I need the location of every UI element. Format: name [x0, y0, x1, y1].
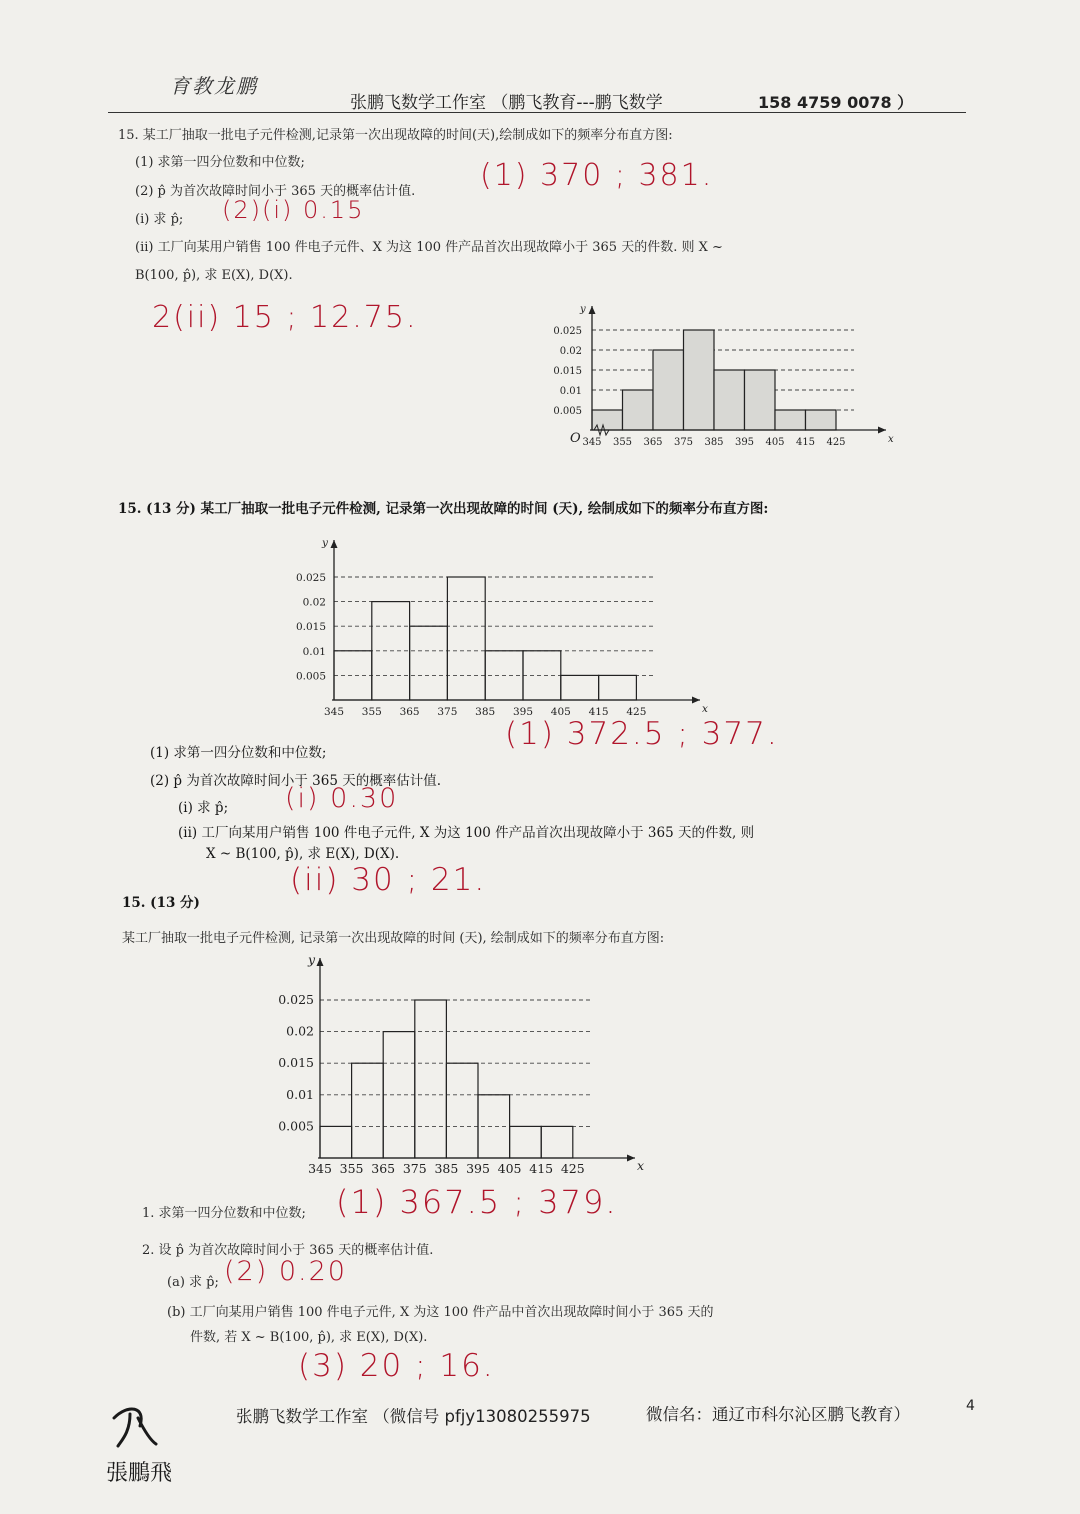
x-tick-label: 375	[673, 437, 694, 448]
x-tick-label: 415	[529, 1161, 554, 1176]
x-tick-label: 415	[588, 706, 609, 718]
page-number: 4	[966, 1398, 975, 1414]
p1-handwritten-answer-1: (1) 370 ; 381.	[480, 158, 714, 193]
histogram-bar	[653, 350, 684, 430]
y-tick-label: 0.01	[286, 1086, 314, 1102]
x-axis-label: x	[702, 703, 708, 715]
x-tick-label: 395	[512, 706, 534, 718]
y-tick-label: 0.01	[302, 645, 326, 658]
x-tick-label: 355	[339, 1161, 364, 1176]
x-axis-arrow	[878, 427, 886, 434]
y-tick-label: 0.025	[553, 326, 582, 337]
y-axis-arrow	[331, 540, 338, 548]
p3-q2b-line1: (b) 工厂向某用户销售 100 件电子元件, X 为这 100 件产品中首次出现故障时间小于 365 天的	[167, 1305, 714, 1320]
p1-q2i: (i) 求 p̂;	[135, 212, 184, 227]
histogram-bar	[447, 577, 485, 700]
p3-q2: 2. 设 p̂ 为首次故障时间小于 365 天的概率估计值.	[142, 1243, 434, 1258]
x-axis-label: x	[888, 434, 894, 445]
p2-stem: 15. (13 分) 某工厂抽取一批电子元件检测, 记录第一次出现故障的时间 (天), 绘制成如下的频率分布直方图:	[118, 501, 769, 517]
x-axis-label: x	[637, 1158, 645, 1173]
signature-text: 張鵬飛	[106, 1461, 173, 1486]
p2-handwritten-answer-2i: (i) 0.30	[285, 783, 399, 814]
x-axis-arrow	[692, 697, 700, 704]
p2-q2: (2) p̂ 为首次故障时间小于 365 天的概率估计值.	[150, 773, 441, 789]
p1-q2ii-line1: (ii) 工厂向某用户销售 100 件电子元件、X 为这 100 件产品首次出现故障小于 365 天的件数. 则 X ~	[135, 240, 723, 255]
p3-handwritten-answer-3: (3) 20 ; 16.	[298, 1348, 495, 1384]
x-tick-label: 405	[765, 437, 785, 448]
p2-handwritten-answer-1: (1) 372.5 ; 377.	[505, 716, 779, 752]
p1-stem: 15. 某工厂抽取一批电子元件检测,记录第一次出现故障的时间(天),绘制成如下的频率分布直方图:	[118, 128, 673, 143]
histogram-bar	[352, 1063, 384, 1158]
x-tick-label: 415	[795, 437, 816, 448]
x-tick-label: 425	[560, 1161, 585, 1176]
signature-logo	[100, 1400, 190, 1500]
p3-q2b-line2: 件数, 若 X ~ B(100, p̂), 求 E(X), D(X).	[190, 1330, 428, 1345]
p1-q2: (2) p̂ 为首次故障时间小于 365 天的概率估计值.	[135, 184, 416, 199]
origin-label: O	[570, 431, 581, 446]
x-tick-label: 375	[437, 706, 458, 718]
p3-handwritten-answer-1: (1) 367.5 ; 379.	[336, 1183, 618, 1221]
histogram-bar	[510, 1126, 542, 1158]
histogram-bar	[745, 370, 776, 430]
y-tick-label: 0.015	[278, 1055, 314, 1071]
y-tick-label: 0.02	[286, 1023, 314, 1039]
histogram-bar	[806, 410, 837, 430]
x-tick-label: 365	[399, 706, 420, 718]
x-tick-label: 345	[323, 706, 345, 718]
x-tick-label: 405	[497, 1161, 522, 1176]
y-tick-label: 0.025	[278, 992, 314, 1007]
histogram-bar	[592, 410, 623, 430]
histogram-bar	[334, 651, 372, 700]
p3-histogram	[270, 948, 650, 1180]
x-tick-label: 355	[361, 706, 382, 718]
histogram-bar	[523, 651, 561, 700]
header-phone: 158 4759 0078 ）	[758, 93, 914, 112]
header-studio-title: 张鹏飞数学工作室 （鹏飞教育---鹏飞数学	[350, 93, 663, 113]
x-tick-label: 395	[466, 1161, 490, 1176]
p2-q2i: (i) 求 p̂;	[178, 800, 229, 816]
y-tick-label: 0.015	[295, 621, 326, 634]
p1-handwritten-answer-2ii: 2(ii) 15 ; 12.75.	[152, 300, 418, 335]
histogram-bar	[623, 390, 654, 430]
y-tick-label: 0.025	[295, 572, 326, 584]
x-tick-label: 355	[612, 437, 633, 448]
y-tick-label: 0.02	[559, 346, 582, 357]
x-tick-label: 365	[643, 437, 663, 448]
p1-histogram	[526, 298, 896, 458]
p3-number: 15. (13 分)	[122, 895, 200, 911]
p1-q1: (1) 求第一四分位数和中位数;	[135, 155, 305, 170]
x-tick-label: 425	[826, 437, 846, 448]
y-tick-label: 0.005	[553, 406, 582, 417]
x-tick-label: 365	[371, 1161, 396, 1176]
histogram-bar	[446, 1063, 478, 1158]
histogram-bar	[415, 1000, 447, 1158]
y-axis-arrow	[589, 306, 596, 314]
y-axis-label: y	[580, 304, 586, 315]
p3-stem: 某工厂抽取一批电子元件检测, 记录第一次出现故障的时间 (天), 绘制成如下的频率分布直方图:	[122, 931, 665, 946]
x-tick-label: 385	[475, 706, 496, 718]
footer-studio: 张鹏飞数学工作室 （微信号 pfjy13080255975	[236, 1407, 591, 1426]
y-axis-label: y	[322, 537, 328, 549]
p2-handwritten-answer-2ii: (ii) 30 ; 21.	[290, 862, 487, 898]
y-tick-label: 0.01	[559, 386, 582, 397]
p2-histogram	[290, 530, 710, 720]
header-logo: 育教龙鹏	[170, 74, 258, 98]
histogram-bar	[320, 1126, 352, 1158]
histogram-bar	[714, 370, 745, 430]
x-tick-label: 385	[704, 437, 724, 448]
histogram-bar	[561, 675, 599, 700]
histogram-bar	[775, 410, 806, 430]
y-axis-arrow	[317, 958, 324, 966]
p2-q2ii-line2: X ~ B(100, p̂), 求 E(X), D(X).	[206, 846, 400, 862]
p1-handwritten-answer-2i: (2)(i) 0.15	[222, 196, 365, 224]
y-tick-label: 0.005	[278, 1118, 314, 1134]
x-tick-label: 385	[434, 1161, 459, 1176]
y-tick-label: 0.015	[553, 366, 582, 377]
footer-wechat: 微信名：通辽市科尔沁区鹏飞教育）	[646, 1405, 910, 1424]
x-tick-label: 405	[550, 706, 571, 718]
x-tick-label: 375	[402, 1161, 427, 1176]
x-tick-label: 425	[626, 706, 647, 718]
histogram-bar	[410, 626, 448, 700]
p2-q2ii-line1: (ii) 工厂向某用户销售 100 件电子元件, X 为这 100 件产品首次出现故障小于 365 天的件数, 则	[178, 825, 755, 841]
y-tick-label: 0.02	[302, 596, 326, 609]
x-tick-label: 345	[582, 437, 602, 448]
x-axis-arrow	[627, 1155, 635, 1162]
y-axis-label: y	[308, 952, 316, 967]
x-tick-label: 345	[308, 1161, 332, 1176]
histogram-bar	[541, 1126, 573, 1158]
x-tick-label: 395	[734, 437, 755, 448]
header-divider	[108, 112, 966, 113]
p3-q1: 1. 求第一四分位数和中位数;	[142, 1206, 306, 1221]
p2-q1: (1) 求第一四分位数和中位数;	[150, 745, 327, 761]
histogram-bar	[599, 675, 637, 700]
p3-handwritten-answer-2: (2) 0.20	[224, 1256, 347, 1287]
y-tick-label: 0.005	[295, 670, 326, 683]
histogram-bar	[684, 330, 715, 430]
p1-q2ii-line2: B(100, p̂), 求 E(X), D(X).	[135, 268, 293, 283]
p3-q2a: (a) 求 p̂;	[167, 1275, 219, 1290]
